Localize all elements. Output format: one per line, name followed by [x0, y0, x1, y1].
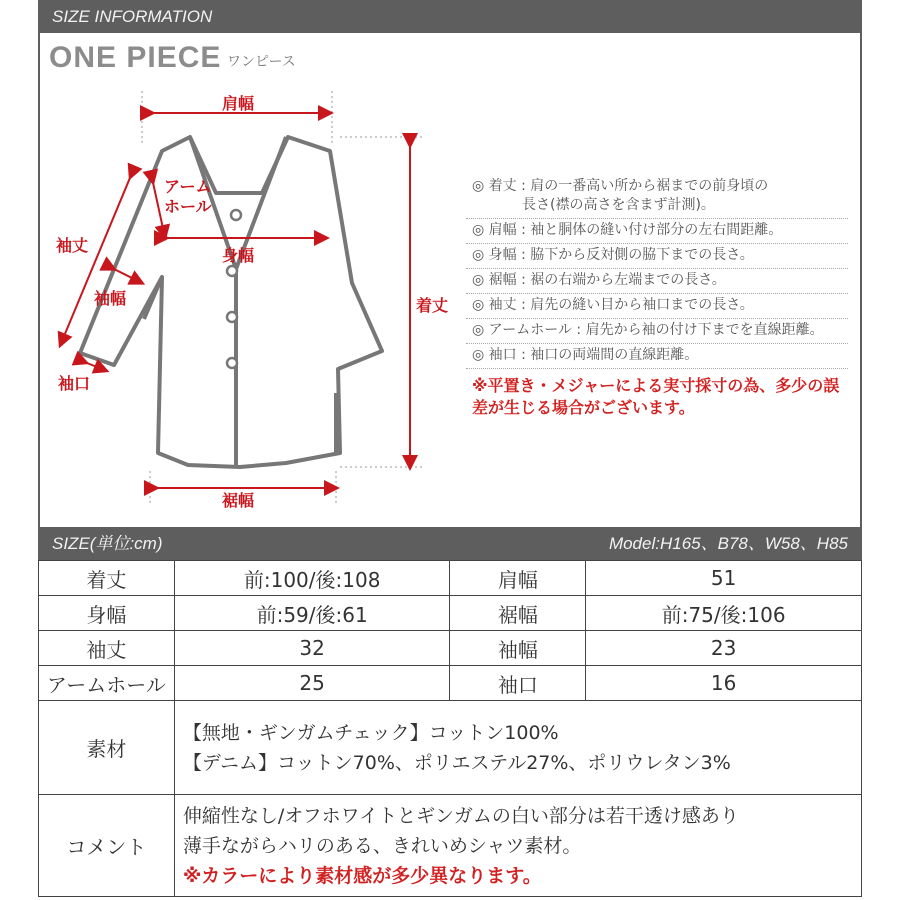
material-row: [39, 701, 862, 795]
legend-item-length: [466, 175, 848, 219]
size-information-header: [38, 0, 862, 33]
measurement-legend: [466, 175, 848, 369]
legend-item-sleeve-length: ◎ 袖丈 : 肩先の縫い目から袖口までの長さ。: [466, 294, 848, 319]
size-key: 袖幅: [450, 631, 586, 666]
size-key: アームホール: [39, 666, 175, 701]
size-key: 袖口: [450, 666, 586, 701]
table-row: [39, 596, 862, 631]
comment-text: [174, 795, 861, 897]
model-info: Model:H165、B78、W58、H85: [608, 534, 848, 553]
size-value: 前:59/後:61: [174, 596, 450, 631]
legend-item-body-width: ◎ 身幅 : 脇下から反対側の脇下までの長さ。: [466, 244, 848, 269]
comment-row: [39, 795, 862, 897]
material-line: 【デニム】コットン70%、ポリエステル27%、ポリウレタン3%: [182, 751, 731, 774]
legend-item-shoulder: ◎ 肩幅 : 袖と胴体の縫い付け部分の左右間距離。: [466, 219, 848, 244]
measurement-note: ※平置き・メジャーによる実寸採寸の為、多少の誤差が生じる場合がございます。: [472, 376, 840, 417]
size-table: [38, 560, 862, 897]
size-key: 着丈: [39, 561, 175, 596]
size-info-sheet: [38, 0, 862, 900]
size-value: 16: [586, 666, 862, 701]
size-table-header: [38, 527, 862, 560]
size-value: 前:75/後:106: [586, 596, 862, 631]
size-key: 肩幅: [450, 561, 586, 596]
legend-item-cuff: ◎ 袖口 : 袖口の両端間の直線距離。: [466, 344, 848, 369]
size-value: 32: [174, 631, 450, 666]
label-body-width: 身幅: [222, 246, 255, 265]
size-value: 51: [586, 561, 862, 596]
size-key: 袖丈: [39, 631, 175, 666]
comment-label: コメント: [39, 795, 175, 897]
comment-warning: ※カラーにより素材感が多少異なります。: [182, 864, 542, 887]
label-sleeve-length: 袖丈: [56, 236, 89, 255]
size-value: 23: [586, 631, 862, 666]
table-row: [39, 666, 862, 701]
legend-text: ◎ 着丈 : 肩の一番高い所から裾までの前身頃の: [472, 178, 769, 194]
label-length: 着丈: [416, 296, 449, 315]
size-value: 前:100/後:108: [174, 561, 450, 596]
label-armhole: [164, 177, 212, 217]
size-value: 25: [174, 666, 450, 701]
size-unit-label: SIZE(単位:cm): [52, 534, 163, 553]
product-subtitle: ワンピース: [227, 54, 296, 70]
legend-text-cont: 長さ(襟の高さを含まず計測)。: [522, 197, 715, 213]
garment-illustration-panel: [38, 33, 862, 527]
table-row: [39, 561, 862, 596]
material-label: 素材: [39, 701, 175, 795]
size-key: 身幅: [39, 596, 175, 631]
comment-line: 薄手ながらハリのある、きれいめシャツ素材。: [182, 834, 582, 857]
label-shoulder: 肩幅: [222, 94, 255, 113]
material-text: [174, 701, 861, 795]
table-row: [39, 631, 862, 666]
size-key: 裾幅: [450, 596, 586, 631]
header-title: SIZE INFORMATION: [52, 7, 213, 26]
label-armhole-line2: ホール: [164, 197, 212, 216]
comment-line: 伸縮性なし/オフホワイトとギンガムの白い部分は若干透け感あり: [182, 804, 739, 827]
legend-item-hem-width: ◎ 裾幅 : 裾の右端から左端までの長さ。: [466, 269, 848, 294]
product-title: ONE PIECE: [49, 41, 222, 74]
legend-item-armhole: ◎ アームホール : 肩先から袖の付け下までを直線距離。: [466, 319, 848, 344]
label-cuff: 袖口: [58, 374, 91, 393]
guide-lines: [142, 91, 424, 503]
material-line: 【無地・ギンガムチェック】コットン100%: [182, 721, 559, 744]
label-sleeve-width: 袖幅: [94, 289, 127, 308]
label-hem-width: 裾幅: [222, 491, 255, 510]
label-armhole-line1: アーム: [164, 177, 212, 196]
